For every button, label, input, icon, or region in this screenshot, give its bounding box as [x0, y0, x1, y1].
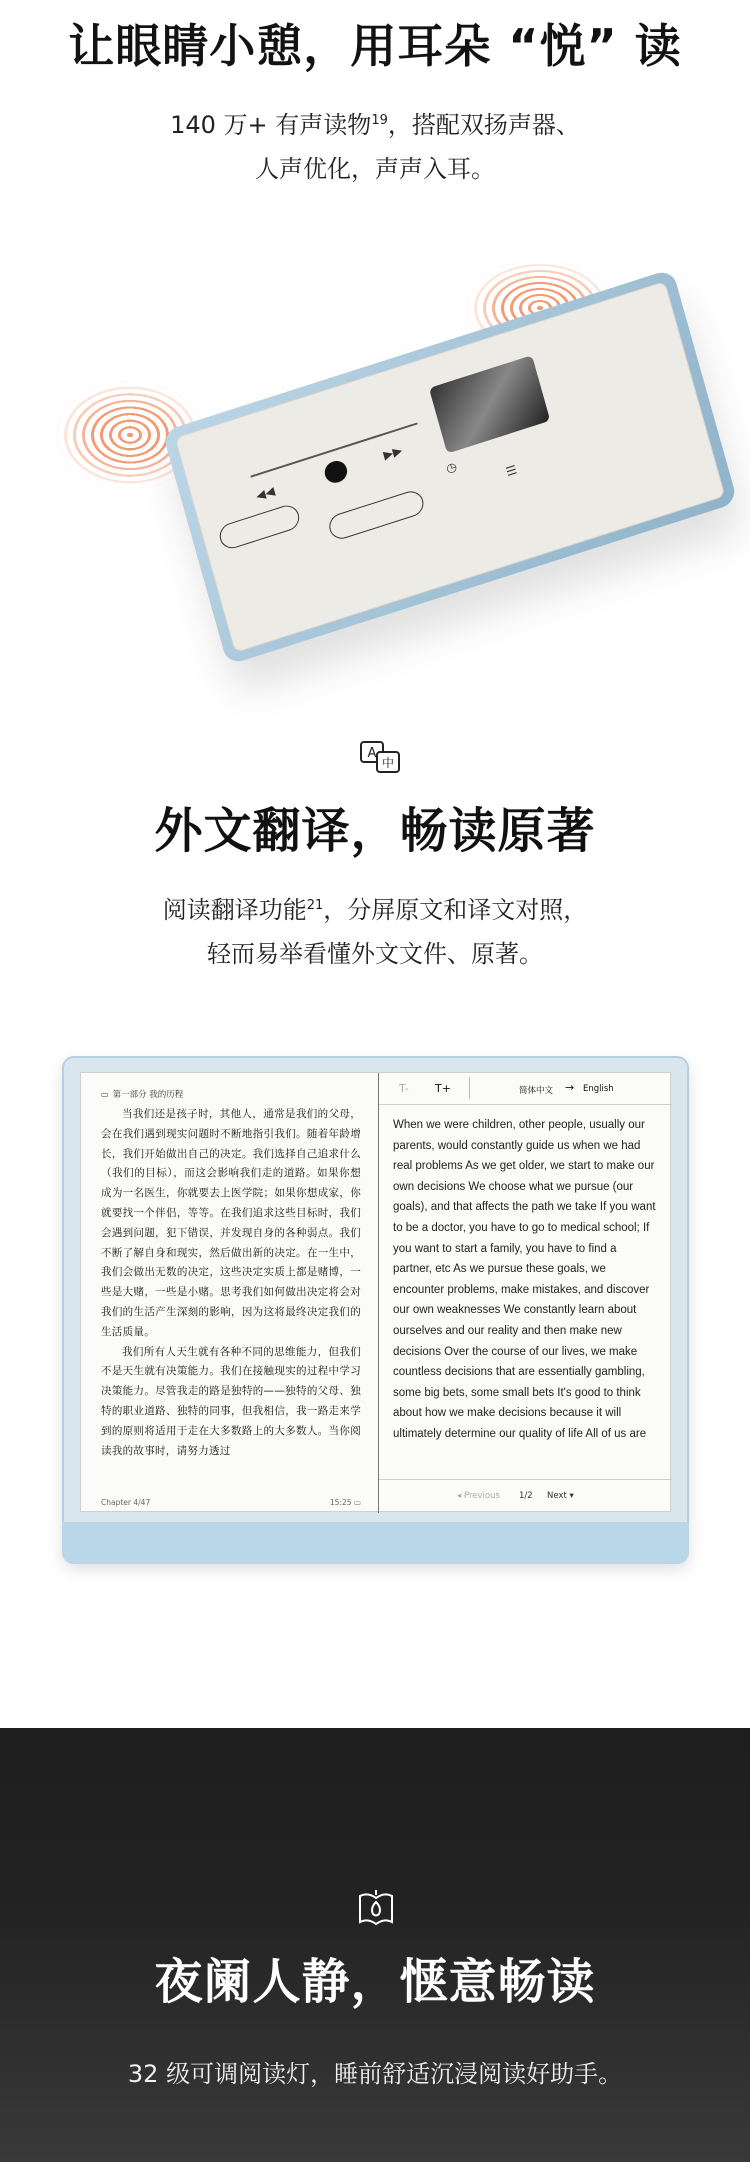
svg-text:A: A — [367, 746, 377, 761]
audio-description-line2: 人声优化，声声入耳。 — [255, 155, 495, 183]
svg-text:中: 中 — [381, 756, 395, 770]
reading-lamp-icon — [356, 1888, 396, 1930]
audio-title: 让眼睛小憩，用耳朵 “悦” 读 — [68, 19, 682, 73]
tablet-bottom-bezel — [62, 1522, 689, 1564]
translation-title: 外文翻译，畅读原著 — [154, 803, 596, 859]
next-page-button[interactable]: Next ▾ — [547, 1491, 574, 1501]
footnote-21: 21 — [306, 898, 324, 913]
toolbar-divider — [469, 1077, 470, 1099]
night-subtitle: 32 级可调阅读灯，睡前舒适沉浸阅读好助手。 — [127, 2060, 623, 2088]
source-language-selector[interactable]: 简体中文 — [519, 1086, 554, 1096]
font-increase-button[interactable]: T+ — [435, 1082, 451, 1095]
split-screen-reader — [80, 1072, 671, 1512]
tablet-screen — [175, 281, 726, 653]
translation-desc-text-2: ，分屏原文和译文对照， — [323, 896, 588, 924]
translated-text-pane[interactable] — [378, 1073, 672, 1513]
translate-icon — [359, 740, 403, 776]
speed-pill-button[interactable] — [217, 502, 302, 551]
translation-description-line1 — [0, 882, 750, 934]
translation-toolbar — [379, 1073, 672, 1105]
chinese-paragraph-2: 我们所有人天生就有各种不同的思维能力，但我们不是天生就有决策能力。我们在接触现实的过程中学习决策能力。尽管我走的路是独特的——独特的父母、独特的职业道路、独特的同事，但我相信，我一路走来学到的原则将适用于走在大多数路上的大多数人。当你阅读我的故事时，请努力透过 — [101, 1345, 361, 1457]
translation-tablet — [62, 1056, 689, 1564]
tablet-device — [162, 269, 738, 666]
audio-section — [0, 0, 750, 700]
translation-desc-text: 阅读翻译功能 — [162, 896, 307, 924]
audio-tablet-illustration — [95, 270, 665, 590]
bookmark-icon[interactable]: ▭ — [101, 1089, 109, 1099]
night-title: 夜阑人静，惬意畅读 — [154, 1954, 596, 2010]
time-battery — [330, 1498, 361, 1507]
album-cover — [429, 355, 550, 453]
audio-desc-text: 140 万+ 有声读物 — [170, 111, 372, 139]
pagination-bar — [379, 1479, 672, 1513]
target-language-selector[interactable]: English — [583, 1084, 614, 1094]
rewind-icon[interactable]: ◀◀ — [254, 483, 277, 503]
translation-description-line2: 轻而易举看懂外文文件、原著。 — [207, 940, 543, 968]
chapter-progress: Chapter 4/47 — [101, 1498, 151, 1507]
chapter-header — [101, 1083, 361, 1105]
forward-icon[interactable]: ▶▶ — [381, 443, 404, 463]
footnote-19: 19 — [371, 113, 388, 128]
page-indicator: 1/2 — [519, 1491, 533, 1501]
list-icon[interactable]: ☰ — [504, 462, 519, 480]
night-reading-section — [0, 1728, 750, 2162]
clock-time: 15:25 — [329, 1498, 352, 1507]
english-translation-text: When we were children, other people, usually our parents, would constantly guide us when we had real problems As we get older, we start to make our own decisions We choose what we pursue (our goals), and that affects the path we take If you want to be a doctor, you have to go to medical school; If you want to start a family, you have to find a partner, etc As we pursue these goals, we encounter problems, make mistakes, and discover our own weaknesses We constantly learn about ourselves and our reality and then make new decisions Over the course of our lives, we make countless decisions that are essentially gambling, some big bets, some small bets It's good to think about how we make decisions because it will ultimately determine our quality of life All of us are — [393, 1119, 656, 1440]
chinese-paragraph-1: 当我们还是孩子时，其他人，通常是我们的父母，会在我们遇到现实问题时不断地指引我们。随着年龄增长，我们开始做出自己的决定。我们选择自己追求什么（我们的目标），而这会影响我们走的道路。如果你想成为一名医生，你就要去上医学院；如果你想成家，你就要找一个伴侣，等等。在我们追求这些目标时，我们会遇到问题，犯下错误，并发现自身的各种弱点。我们不断了解自身和现实，然后做出新的决定。在一生中，我们会做出无数的决定，这些决定实质上都是赌博，一些是大赌，一些是小赌。思考我们如何做出决定将会对我们的生活产生深刻的影响，因为这将最终决定我们的生活质量。 — [101, 1108, 361, 1338]
voice-pill-button[interactable] — [326, 488, 426, 542]
battery-icon: ▭ — [353, 1498, 361, 1507]
chapter-title: 第一部分 我的历程 — [112, 1090, 184, 1100]
arrow-right-icon: → — [565, 1081, 575, 1094]
timer-icon[interactable]: ◷ — [444, 459, 459, 476]
play-button[interactable] — [322, 458, 349, 485]
font-decrease-button[interactable]: T- — [399, 1082, 409, 1095]
audio-description-line1 — [0, 97, 750, 149]
reader-footer — [101, 1498, 361, 1507]
audio-desc-text-2: ，搭配双扬声器、 — [387, 111, 580, 139]
previous-page-button[interactable]: ◂ Previous — [457, 1491, 500, 1501]
original-text-pane[interactable] — [81, 1073, 377, 1513]
